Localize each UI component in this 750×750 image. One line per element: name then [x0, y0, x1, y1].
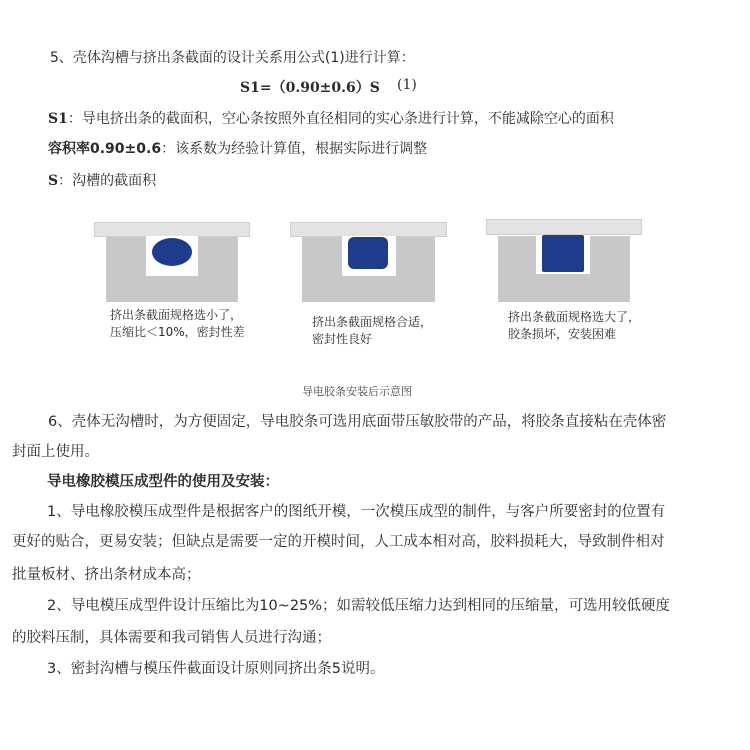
s-label: S: [48, 173, 59, 189]
s1-label: S1: [48, 111, 68, 127]
molded-item1-line2: 更好的贴合，更易安装；但缺点是需要一定的开模时间，人工成本相对高，胶料损耗大，导致制件相对: [12, 534, 665, 550]
formula-number: (1): [397, 77, 417, 93]
molded-item2-line1: 2、导电模压成型件设计压缩比为10~25%；如需较低压缩力达到相同的压缩量，可选用较低硬度: [47, 598, 671, 614]
definition-ratio: [48, 138, 427, 158]
definition-s1: [48, 108, 614, 128]
molded-item3: 3、密封沟槽与模压件截面设计原则同挤出条5说明。: [47, 661, 385, 677]
molded-item1-line1: 1、导电橡胶模压成型件是根据客户的图纸开模，一次模压成型的制件，与客户所要密封的位置有: [47, 504, 666, 520]
cover-plate: [290, 222, 447, 237]
diagram-proper: [290, 222, 447, 302]
definition-s: [48, 170, 156, 190]
seal-compressed: [542, 235, 584, 272]
diagram-oversized: [486, 219, 642, 302]
caption-oversized: 挤出条截面规格选大了，胶条损坏，安装困难: [508, 310, 641, 341]
s1-text: ：导电挤出条的截面积，空心条按照外直径相同的实心条进行计算，不能减除空心的面积: [67, 111, 614, 127]
seal-ellipse: [152, 238, 192, 266]
diagram-undersized: [94, 222, 250, 302]
item6-line2: 封面上使用。: [12, 444, 99, 460]
item6-line1: 6、壳体无沟槽时，为方便固定，导电胶条可选用底面带压敏胶带的产品，将胶条直接粘在壳体密: [48, 414, 667, 430]
caption-undersized: 挤出条截面规格选小了，压缩比＜10%，密封性差: [110, 308, 245, 339]
caption-proper: 挤出条截面规格合适，密封性良好: [312, 315, 433, 346]
s-text: ：沟槽的截面积: [58, 173, 157, 189]
formula-expression: S1=（0.90±0.6）S: [240, 80, 380, 96]
seal-rounded: [348, 237, 388, 269]
figure-title: 导电胶条安装后示意图: [302, 385, 412, 398]
ratio-text: ：该系数为经验计算值，根据实际进行调整: [161, 141, 428, 157]
molded-heading: 导电橡胶模压成型件的使用及安装：: [47, 474, 279, 490]
cover-plate: [486, 219, 642, 235]
cover-plate: [94, 222, 250, 237]
molded-item2-line2: 的胶料压制，具体需要和我司销售人员进行沟通；: [12, 630, 331, 646]
ratio-label: 容积率0.90±0.6: [48, 141, 162, 157]
item5-title: 5、壳体沟槽与挤出条截面的设计关系用公式(1)进行计算：: [50, 50, 415, 66]
molded-item1-line3: 批量板材、挤出条材成本高；: [12, 567, 201, 583]
